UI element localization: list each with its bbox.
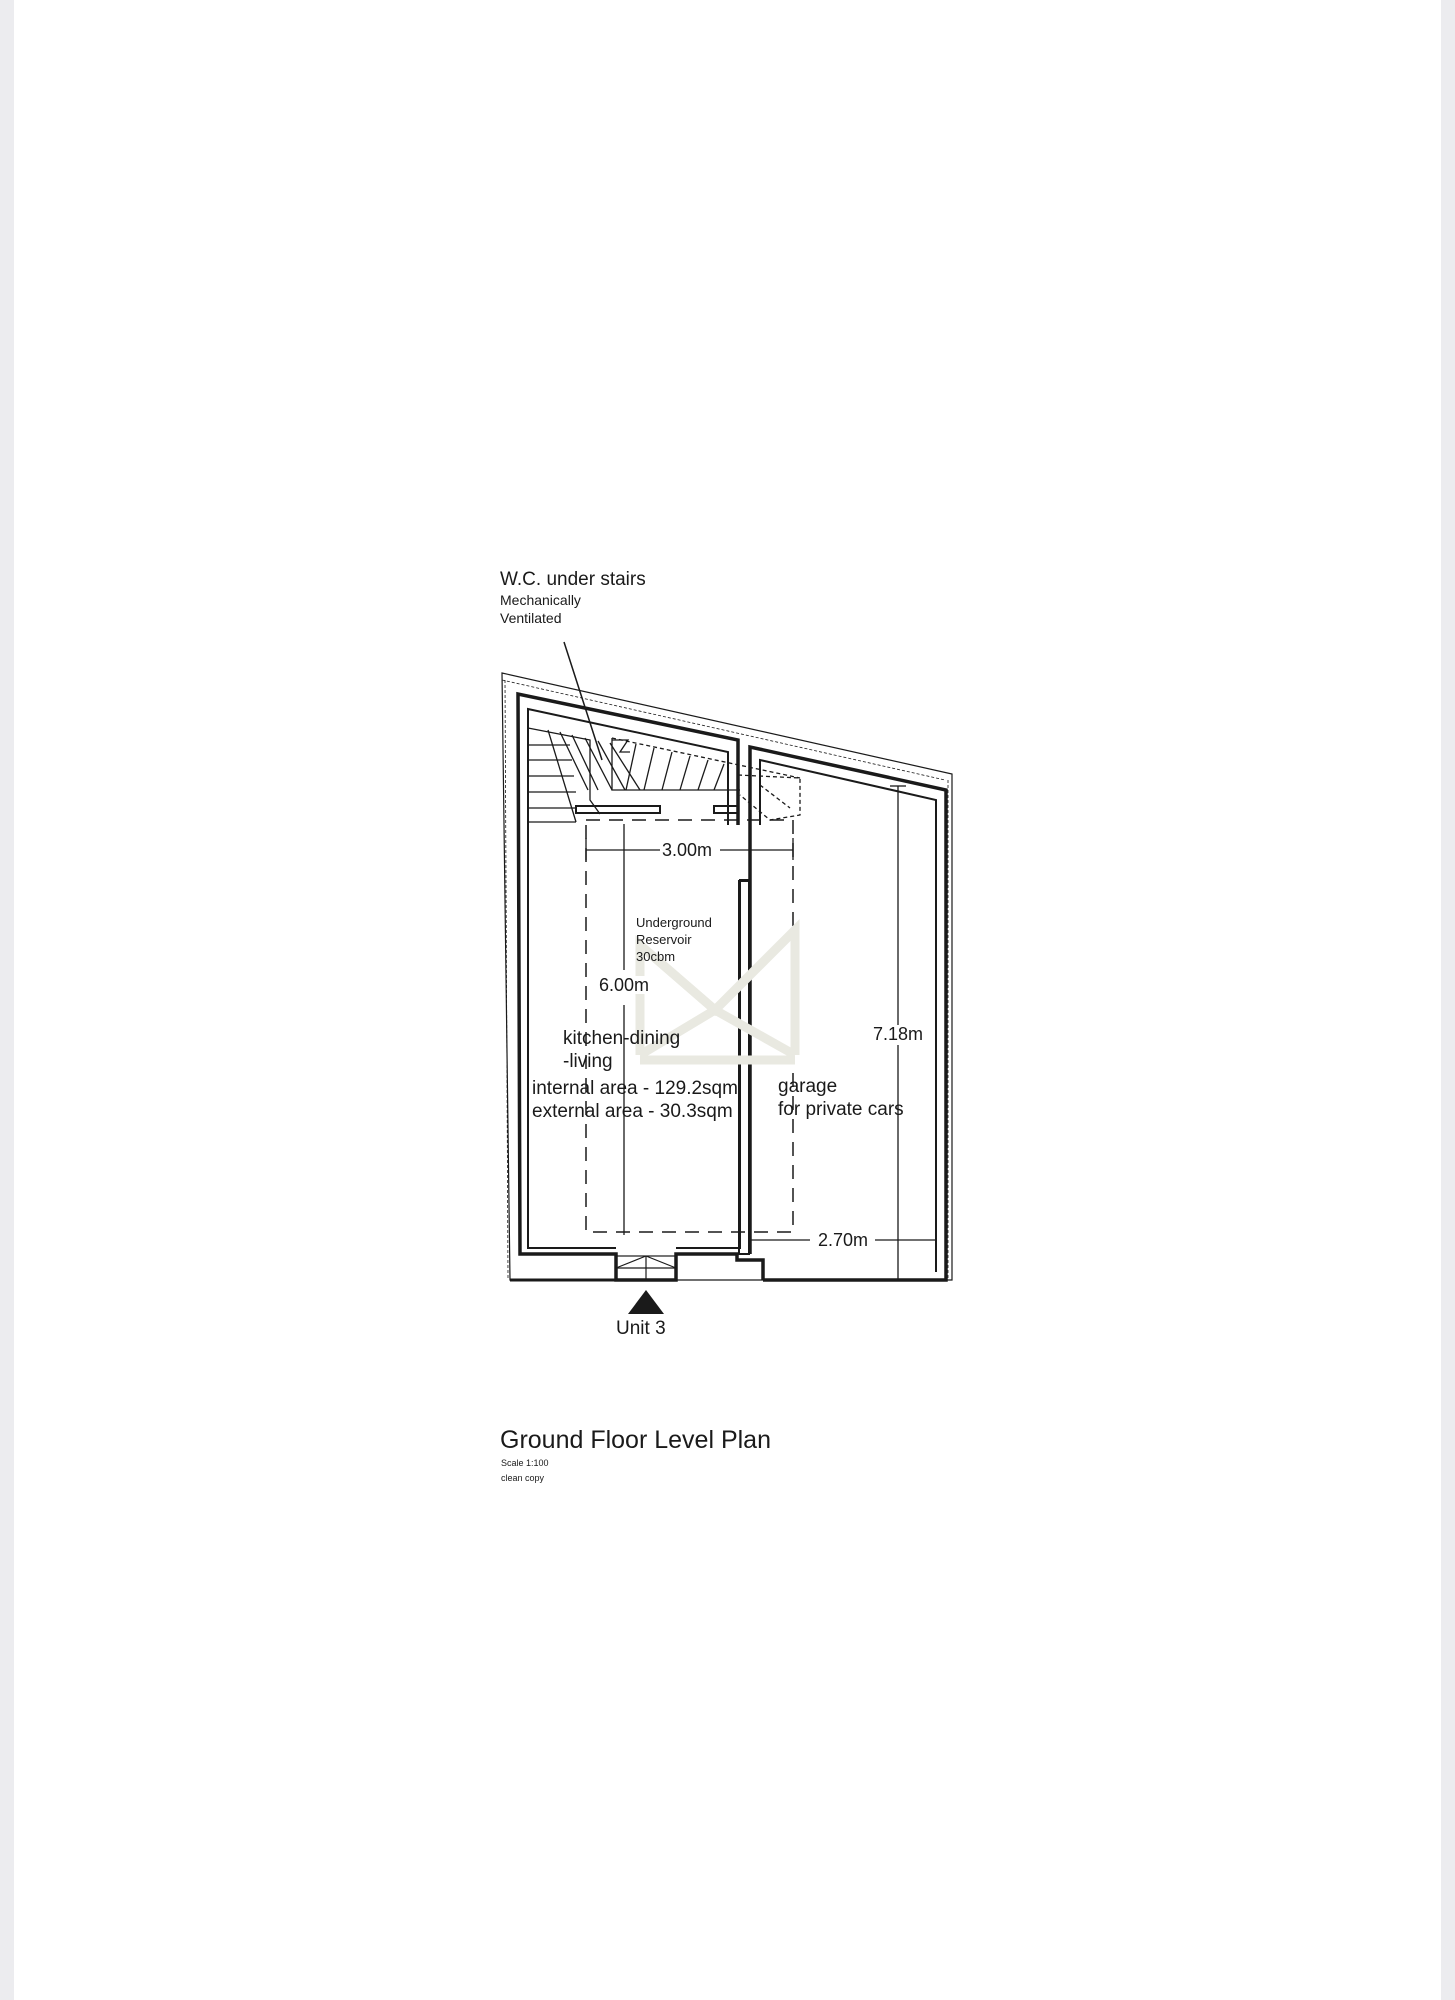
dimension-6m-label: 6.00m	[599, 975, 650, 995]
floor-plan-drawing	[14, 0, 1441, 2000]
plan-title: Ground Floor Level Plan	[500, 1426, 771, 1454]
kitchen-label-line1: kitchen-dining	[563, 1028, 681, 1049]
wc-title: W.C. under stairs	[500, 569, 646, 590]
internal-area-label: internal area - 129.2sqm	[532, 1078, 738, 1099]
kitchen-label-line2: -living	[563, 1051, 613, 1072]
entrance-label: Unit 3	[616, 1318, 666, 1339]
stair-partition-right	[714, 806, 738, 813]
scale-note: Scale 1:100	[501, 1458, 549, 1468]
entrance-door	[616, 1256, 676, 1280]
viewer-gutter-right	[1441, 0, 1455, 2000]
reservoir-label-line2: Reservoir	[636, 932, 692, 947]
garage-label-line1: garage	[778, 1076, 838, 1097]
entrance-arrow-icon	[628, 1290, 664, 1314]
external-area-label: external area - 30.3sqm	[532, 1101, 733, 1122]
garage-label-line2: for private cars	[778, 1099, 904, 1120]
reservoir-label-line3: 30cbm	[636, 949, 676, 964]
dimension-3m-label: 3.00m	[662, 840, 713, 860]
reservoir-label-line1: Underground	[636, 915, 712, 930]
copy-note: clean copy	[501, 1473, 545, 1483]
garage-wall-outer	[750, 747, 946, 1280]
dimension-2m-label: 2.70m	[818, 1230, 869, 1250]
wc-note-line1: Mechanically	[500, 592, 581, 608]
wc-note-line2: Ventilated	[500, 610, 562, 626]
dimension-7m-label: 7.18m	[873, 1024, 924, 1044]
document-page	[14, 0, 1441, 2000]
viewer-gutter-left	[0, 0, 14, 2000]
garage-wall-inner	[760, 760, 936, 1272]
stair-partition-left	[576, 806, 660, 813]
